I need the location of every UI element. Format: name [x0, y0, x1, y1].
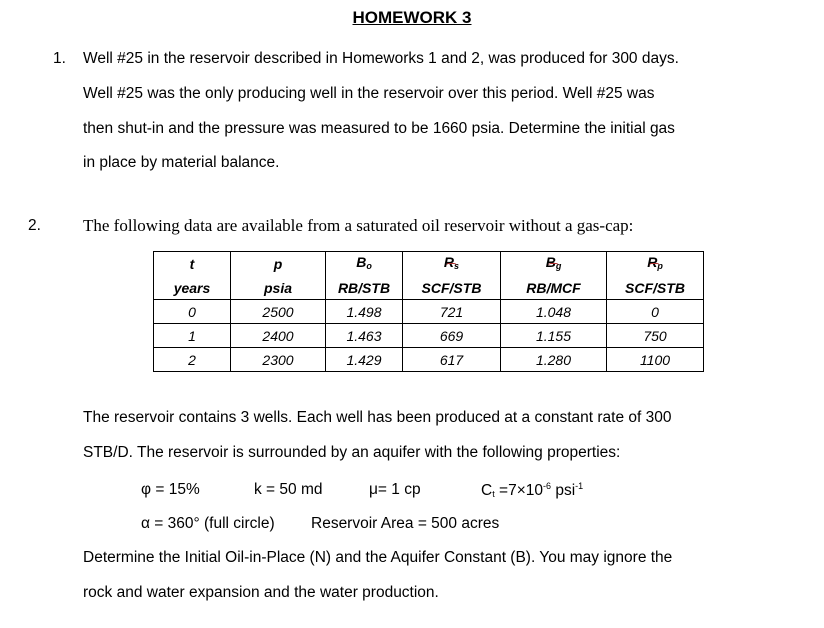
reservoir-area: Reservoir Area = 500 acres [311, 515, 500, 532]
unit-cell: RB/MCF [501, 276, 607, 300]
table-cell: 2300 [231, 348, 326, 372]
table-cell: 0 [607, 300, 704, 324]
reservoir-description-line: STB/D. The reservoir is surrounded by an aquifer with the following properties: [83, 444, 621, 461]
table-cell: 1.498 [326, 300, 403, 324]
unit-cell: years [154, 276, 231, 300]
problem-1-line: then shut-in and the pressure was measured to be 1660 psia. Determine the initial gas [83, 120, 675, 137]
problem-1-line: in place by material balance. [83, 154, 280, 171]
table-cell: 1.048 [501, 300, 607, 324]
header-rs: $R_s$ [403, 252, 501, 277]
table-row [154, 348, 704, 372]
reservoir-description-line: The reservoir contains 3 wells. Each well has been produced at a constant rate of 300 [83, 409, 672, 426]
permeability-value: k = 50 md [254, 481, 323, 498]
table-cell: 1100 [607, 348, 704, 372]
problem-1-line: Well #25 in the reservoir described in Homeworks 1 and 2, was produced for 300 days. [83, 50, 679, 67]
table-cell: 1.155 [501, 324, 607, 348]
reservoir-data-table [153, 251, 704, 372]
table-cell: 1.429 [326, 348, 403, 372]
table-cell: 1.463 [326, 324, 403, 348]
table-header-symbols [154, 252, 704, 277]
header-t: t [154, 252, 231, 277]
header-bo: $B_o$ [326, 252, 403, 277]
table-cell: 721 [403, 300, 501, 324]
table-cell: 0 [154, 300, 231, 324]
table-cell: 750 [607, 324, 704, 348]
compressibility-value: $C_t =7\times 10^{-6}$ psi$^{-1}$ [481, 481, 584, 500]
table-cell: 617 [403, 348, 501, 372]
porosity-value: φ = 15% [141, 481, 200, 498]
table-header-units [154, 276, 704, 300]
task-line: rock and water expansion and the water production. [83, 584, 439, 601]
table-row [154, 324, 704, 348]
header-p: p [231, 252, 326, 277]
problem-2-number: 2. [28, 217, 41, 234]
problem-1-line: Well #25 was the only producing well in the reservoir over this period. Well #25 was [83, 85, 655, 102]
unit-cell: psia [231, 276, 326, 300]
problem-1-number: 1. [53, 50, 66, 67]
header-bg: $B_g$ [501, 252, 607, 277]
table-cell: 2400 [231, 324, 326, 348]
table-cell: 1 [154, 324, 231, 348]
table-cell: 2 [154, 348, 231, 372]
task-line: Determine the Initial Oil-in-Place (N) and the Aquifer Constant (B). You may ignore the [83, 549, 673, 566]
header-rp: $R_p$ [607, 252, 704, 277]
unit-cell: SCF/STB [403, 276, 501, 300]
table-cell: 1.280 [501, 348, 607, 372]
problem-2-intro: The following data are available from a saturated oil reservoir without a gas-cap: [83, 216, 634, 235]
table-cell: 2500 [231, 300, 326, 324]
page-title: HOMEWORK 3 [352, 8, 472, 27]
table-cell: 669 [403, 324, 501, 348]
unit-cell: RB/STB [326, 276, 403, 300]
viscosity-value: μ= 1 cp [369, 481, 421, 498]
table-row [154, 300, 704, 324]
aquifer-angle: α = 360° (full circle) [141, 515, 275, 532]
unit-cell: SCF/STB [607, 276, 704, 300]
